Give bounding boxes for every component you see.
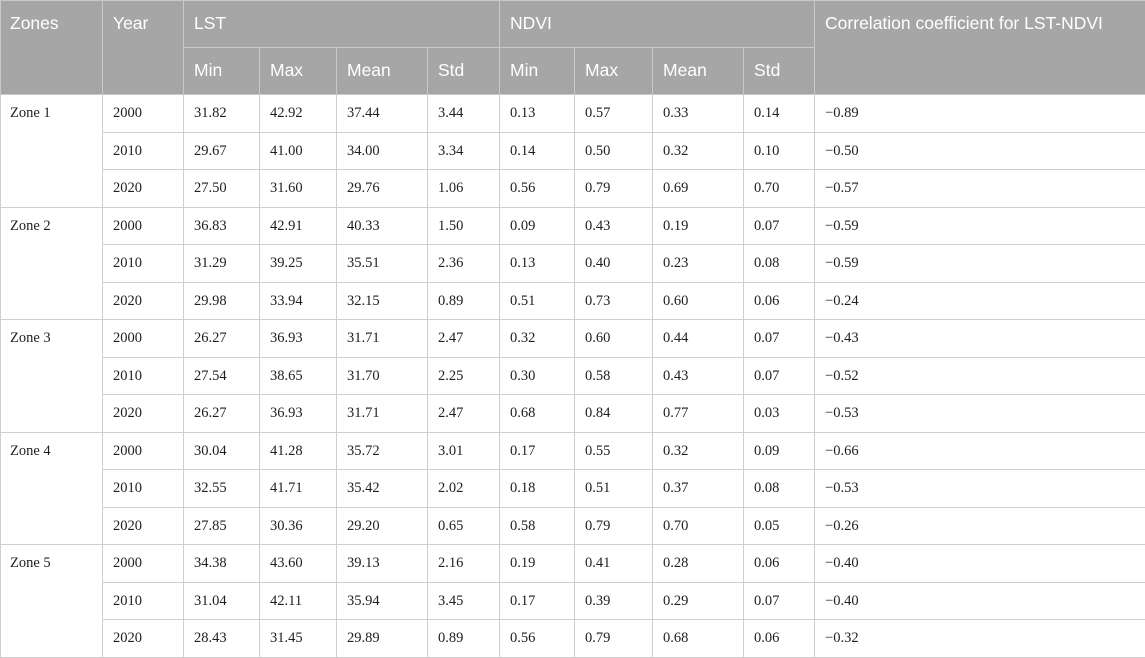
lst-mean-cell: 32.15 xyxy=(337,282,428,320)
ndvi-min-cell: 0.14 xyxy=(500,132,575,170)
ndvi-max-cell: 0.43 xyxy=(575,207,653,245)
year-cell: 2010 xyxy=(103,357,184,395)
year-cell: 2010 xyxy=(103,470,184,508)
ndvi-std-cell: 0.07 xyxy=(744,357,815,395)
zone-cell: Zone 3 xyxy=(1,320,103,433)
lst-std-cell: 3.45 xyxy=(428,582,500,620)
ndvi-min-cell: 0.13 xyxy=(500,245,575,283)
ndvi-max-cell: 0.57 xyxy=(575,95,653,133)
lst-max-cell: 36.93 xyxy=(260,395,337,433)
lst-std-cell: 3.44 xyxy=(428,95,500,133)
year-cell: 2000 xyxy=(103,207,184,245)
ndvi-min-cell: 0.68 xyxy=(500,395,575,433)
ndvi-std-cell: 0.10 xyxy=(744,132,815,170)
correlation-cell: −0.50 xyxy=(815,132,1145,170)
lst-mean-cell: 39.13 xyxy=(337,545,428,583)
ndvi-std-cell: 0.08 xyxy=(744,470,815,508)
table-row xyxy=(1,545,1145,583)
header-ndvi-std: Std xyxy=(744,48,815,95)
lst-max-cell: 41.28 xyxy=(260,432,337,470)
lst-mean-cell: 34.00 xyxy=(337,132,428,170)
year-cell: 2000 xyxy=(103,95,184,133)
lst-max-cell: 39.25 xyxy=(260,245,337,283)
ndvi-max-cell: 0.41 xyxy=(575,545,653,583)
lst-min-cell: 31.82 xyxy=(184,95,260,133)
lst-mean-cell: 35.94 xyxy=(337,582,428,620)
correlation-cell: −0.40 xyxy=(815,545,1145,583)
correlation-cell: −0.26 xyxy=(815,507,1145,545)
ndvi-std-cell: 0.06 xyxy=(744,282,815,320)
correlation-cell: −0.43 xyxy=(815,320,1145,358)
ndvi-std-cell: 0.05 xyxy=(744,507,815,545)
year-cell: 2020 xyxy=(103,282,184,320)
lst-min-cell: 26.27 xyxy=(184,320,260,358)
ndvi-min-cell: 0.19 xyxy=(500,545,575,583)
ndvi-min-cell: 0.17 xyxy=(500,432,575,470)
header-lst: LST xyxy=(184,1,500,48)
year-cell: 2000 xyxy=(103,432,184,470)
lst-max-cell: 36.93 xyxy=(260,320,337,358)
ndvi-max-cell: 0.58 xyxy=(575,357,653,395)
ndvi-mean-cell: 0.43 xyxy=(653,357,744,395)
ndvi-std-cell: 0.70 xyxy=(744,170,815,208)
table-row xyxy=(1,170,1145,208)
ndvi-max-cell: 0.50 xyxy=(575,132,653,170)
header-ndvi-mean: Mean xyxy=(653,48,744,95)
ndvi-max-cell: 0.84 xyxy=(575,395,653,433)
ndvi-min-cell: 0.51 xyxy=(500,282,575,320)
header-ndvi: NDVI xyxy=(500,1,815,48)
lst-min-cell: 31.29 xyxy=(184,245,260,283)
table-row xyxy=(1,245,1145,283)
table-body xyxy=(1,95,1145,658)
lst-min-cell: 29.98 xyxy=(184,282,260,320)
lst-min-cell: 29.67 xyxy=(184,132,260,170)
ndvi-min-cell: 0.58 xyxy=(500,507,575,545)
header-correlation: Correlation coefficient for LST-NDVI xyxy=(815,1,1145,95)
lst-mean-cell: 40.33 xyxy=(337,207,428,245)
ndvi-mean-cell: 0.32 xyxy=(653,132,744,170)
ndvi-min-cell: 0.30 xyxy=(500,357,575,395)
lst-mean-cell: 31.71 xyxy=(337,395,428,433)
lst-min-cell: 26.27 xyxy=(184,395,260,433)
table-row xyxy=(1,470,1145,508)
lst-mean-cell: 31.71 xyxy=(337,320,428,358)
correlation-cell: −0.53 xyxy=(815,395,1145,433)
ndvi-mean-cell: 0.69 xyxy=(653,170,744,208)
year-cell: 2020 xyxy=(103,395,184,433)
year-cell: 2000 xyxy=(103,545,184,583)
header-lst-min: Min xyxy=(184,48,260,95)
ndvi-mean-cell: 0.19 xyxy=(653,207,744,245)
year-cell: 2000 xyxy=(103,320,184,358)
correlation-cell: −0.53 xyxy=(815,470,1145,508)
ndvi-min-cell: 0.17 xyxy=(500,582,575,620)
table-row xyxy=(1,207,1145,245)
correlation-cell: −0.59 xyxy=(815,245,1145,283)
lst-std-cell: 0.89 xyxy=(428,282,500,320)
year-cell: 2020 xyxy=(103,170,184,208)
lst-max-cell: 42.91 xyxy=(260,207,337,245)
ndvi-std-cell: 0.06 xyxy=(744,620,815,658)
lst-mean-cell: 29.76 xyxy=(337,170,428,208)
lst-max-cell: 33.94 xyxy=(260,282,337,320)
ndvi-max-cell: 0.39 xyxy=(575,582,653,620)
header-row-1 xyxy=(1,1,1145,48)
lst-min-cell: 27.50 xyxy=(184,170,260,208)
zone-cell: Zone 2 xyxy=(1,207,103,320)
ndvi-min-cell: 0.56 xyxy=(500,170,575,208)
ndvi-mean-cell: 0.33 xyxy=(653,95,744,133)
ndvi-min-cell: 0.18 xyxy=(500,470,575,508)
ndvi-mean-cell: 0.68 xyxy=(653,620,744,658)
table-row xyxy=(1,357,1145,395)
ndvi-max-cell: 0.73 xyxy=(575,282,653,320)
lst-std-cell: 2.47 xyxy=(428,395,500,433)
ndvi-std-cell: 0.07 xyxy=(744,320,815,358)
header-lst-mean: Mean xyxy=(337,48,428,95)
lst-std-cell: 1.50 xyxy=(428,207,500,245)
table-row xyxy=(1,432,1145,470)
lst-std-cell: 0.65 xyxy=(428,507,500,545)
ndvi-mean-cell: 0.60 xyxy=(653,282,744,320)
year-cell: 2010 xyxy=(103,582,184,620)
correlation-cell: −0.89 xyxy=(815,95,1145,133)
ndvi-std-cell: 0.08 xyxy=(744,245,815,283)
ndvi-mean-cell: 0.70 xyxy=(653,507,744,545)
ndvi-std-cell: 0.09 xyxy=(744,432,815,470)
ndvi-mean-cell: 0.32 xyxy=(653,432,744,470)
correlation-cell: −0.59 xyxy=(815,207,1145,245)
lst-min-cell: 27.54 xyxy=(184,357,260,395)
correlation-cell: −0.40 xyxy=(815,582,1145,620)
lst-max-cell: 31.60 xyxy=(260,170,337,208)
lst-mean-cell: 35.72 xyxy=(337,432,428,470)
lst-max-cell: 42.92 xyxy=(260,95,337,133)
lst-std-cell: 0.89 xyxy=(428,620,500,658)
ndvi-std-cell: 0.07 xyxy=(744,582,815,620)
lst-max-cell: 42.11 xyxy=(260,582,337,620)
year-cell: 2010 xyxy=(103,132,184,170)
lst-mean-cell: 29.89 xyxy=(337,620,428,658)
table-row xyxy=(1,620,1145,658)
table-row xyxy=(1,320,1145,358)
lst-std-cell: 2.02 xyxy=(428,470,500,508)
lst-mean-cell: 31.70 xyxy=(337,357,428,395)
year-cell: 2020 xyxy=(103,507,184,545)
ndvi-min-cell: 0.09 xyxy=(500,207,575,245)
lst-mean-cell: 35.51 xyxy=(337,245,428,283)
ndvi-std-cell: 0.07 xyxy=(744,207,815,245)
correlation-cell: −0.32 xyxy=(815,620,1145,658)
lst-std-cell: 3.01 xyxy=(428,432,500,470)
correlation-cell: −0.57 xyxy=(815,170,1145,208)
header-ndvi-min: Min xyxy=(500,48,575,95)
ndvi-max-cell: 0.51 xyxy=(575,470,653,508)
ndvi-max-cell: 0.79 xyxy=(575,620,653,658)
lst-max-cell: 31.45 xyxy=(260,620,337,658)
year-cell: 2020 xyxy=(103,620,184,658)
ndvi-std-cell: 0.06 xyxy=(744,545,815,583)
header-ndvi-max: Max xyxy=(575,48,653,95)
ndvi-max-cell: 0.79 xyxy=(575,507,653,545)
lst-mean-cell: 29.20 xyxy=(337,507,428,545)
correlation-cell: −0.66 xyxy=(815,432,1145,470)
header-lst-std: Std xyxy=(428,48,500,95)
ndvi-min-cell: 0.32 xyxy=(500,320,575,358)
ndvi-max-cell: 0.55 xyxy=(575,432,653,470)
ndvi-mean-cell: 0.77 xyxy=(653,395,744,433)
lst-max-cell: 38.65 xyxy=(260,357,337,395)
zone-cell: Zone 4 xyxy=(1,432,103,545)
lst-std-cell: 3.34 xyxy=(428,132,500,170)
ndvi-mean-cell: 0.28 xyxy=(653,545,744,583)
ndvi-mean-cell: 0.29 xyxy=(653,582,744,620)
lst-std-cell: 1.06 xyxy=(428,170,500,208)
table-row xyxy=(1,395,1145,433)
lst-mean-cell: 35.42 xyxy=(337,470,428,508)
lst-mean-cell: 37.44 xyxy=(337,95,428,133)
lst-std-cell: 2.25 xyxy=(428,357,500,395)
table-row xyxy=(1,582,1145,620)
ndvi-std-cell: 0.14 xyxy=(744,95,815,133)
lst-std-cell: 2.47 xyxy=(428,320,500,358)
lst-max-cell: 43.60 xyxy=(260,545,337,583)
ndvi-max-cell: 0.79 xyxy=(575,170,653,208)
year-cell: 2010 xyxy=(103,245,184,283)
lst-min-cell: 28.43 xyxy=(184,620,260,658)
ndvi-mean-cell: 0.44 xyxy=(653,320,744,358)
lst-max-cell: 41.00 xyxy=(260,132,337,170)
ndvi-max-cell: 0.60 xyxy=(575,320,653,358)
correlation-cell: −0.24 xyxy=(815,282,1145,320)
lst-max-cell: 41.71 xyxy=(260,470,337,508)
ndvi-mean-cell: 0.37 xyxy=(653,470,744,508)
ndvi-mean-cell: 0.23 xyxy=(653,245,744,283)
zone-cell: Zone 1 xyxy=(1,95,103,208)
lst-min-cell: 32.55 xyxy=(184,470,260,508)
lst-min-cell: 30.04 xyxy=(184,432,260,470)
lst-min-cell: 34.38 xyxy=(184,545,260,583)
table-row xyxy=(1,507,1145,545)
ndvi-max-cell: 0.40 xyxy=(575,245,653,283)
ndvi-min-cell: 0.56 xyxy=(500,620,575,658)
table-row xyxy=(1,282,1145,320)
table-header xyxy=(1,1,1145,95)
header-year: Year xyxy=(103,1,184,95)
lst-min-cell: 36.83 xyxy=(184,207,260,245)
ndvi-std-cell: 0.03 xyxy=(744,395,815,433)
zone-cell: Zone 5 xyxy=(1,545,103,658)
lst-min-cell: 27.85 xyxy=(184,507,260,545)
header-zones: Zones xyxy=(1,1,103,95)
lst-std-cell: 2.36 xyxy=(428,245,500,283)
header-lst-max: Max xyxy=(260,48,337,95)
table-row xyxy=(1,95,1145,133)
lst-min-cell: 31.04 xyxy=(184,582,260,620)
lst-max-cell: 30.36 xyxy=(260,507,337,545)
lst-std-cell: 2.16 xyxy=(428,545,500,583)
ndvi-min-cell: 0.13 xyxy=(500,95,575,133)
correlation-cell: −0.52 xyxy=(815,357,1145,395)
table-row xyxy=(1,132,1145,170)
